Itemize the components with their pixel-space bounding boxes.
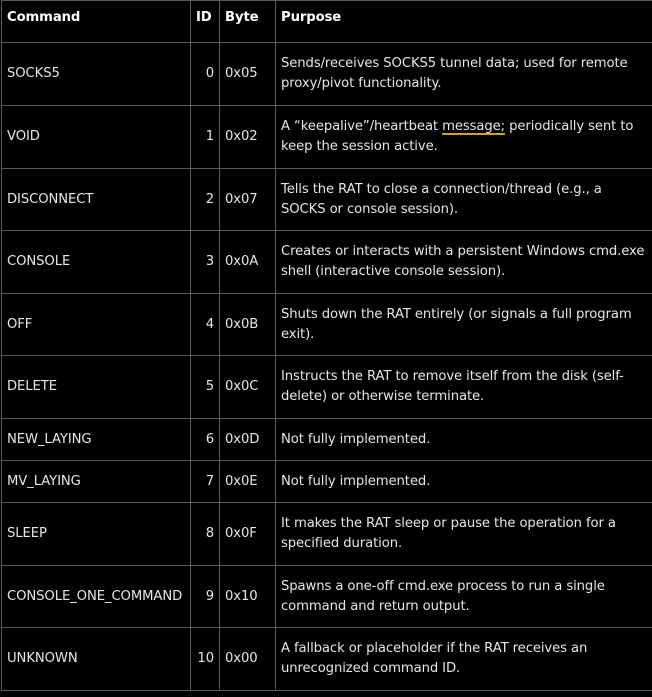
cell-id: 0 [191,43,220,106]
cell-id: 9 [191,566,220,628]
header-command: Command [2,1,191,43]
cell-purpose [276,106,652,169]
cell-command: DISCONNECT [2,169,191,231]
cell-purpose: Not fully implemented. [276,461,652,503]
table-row [2,356,652,419]
cell-purpose: Creates or interacts with a persistent Windows cmd.exe shell (interactive console session). [276,231,652,294]
cell-byte: 0x0F [220,503,276,566]
cell-id: 3 [191,231,220,294]
header-purpose: Purpose [276,1,652,43]
cell-byte: 0x10 [220,566,276,628]
cell-command: UNKNOWN [2,628,191,691]
cell-id: 8 [191,503,220,566]
cell-byte: 0x02 [220,106,276,169]
cell-byte: 0x0B [220,294,276,356]
cell-command: VOID [2,106,191,169]
command-table [1,0,652,691]
table-row [2,43,652,106]
cell-byte: 0x00 [220,628,276,691]
cell-id: 5 [191,356,220,419]
cell-command: NEW_LAYING [2,419,191,461]
table-row [2,628,652,691]
table-row [2,106,652,169]
cell-purpose: It makes the RAT sleep or pause the operation for a specified duration. [276,503,652,566]
cell-command: MV_LAYING [2,461,191,503]
table-row [2,566,652,628]
cell-id: 2 [191,169,220,231]
cell-id: 1 [191,106,220,169]
flagged-word[interactable]: message; [442,119,506,134]
cell-id: 4 [191,294,220,356]
table-row [2,231,652,294]
header-id: ID [191,1,220,43]
table-body [2,43,652,691]
cell-command: CONSOLE_ONE_COMMAND [2,566,191,628]
table-row [2,461,652,503]
cell-purpose: Spawns a one-off cmd.exe process to run a single command and return output. [276,566,652,628]
header-byte: Byte [220,1,276,43]
cell-purpose: A fallback or placeholder if the RAT receives an unrecognized command ID. [276,628,652,691]
table-row [2,294,652,356]
cell-command: DELETE [2,356,191,419]
cell-command: OFF [2,294,191,356]
table-row [2,419,652,461]
table-row [2,503,652,566]
cell-id: 7 [191,461,220,503]
table-row [2,169,652,231]
cell-command: CONSOLE [2,231,191,294]
cell-command: SLEEP [2,503,191,566]
cell-purpose: Instructs the RAT to remove itself from the disk (self-delete) or otherwise terminate. [276,356,652,419]
table-header [2,1,652,43]
cell-byte: 0x05 [220,43,276,106]
cell-byte: 0x0C [220,356,276,419]
header-row [2,1,652,43]
cell-byte: 0x0E [220,461,276,503]
purpose-text: periodically sent to keep the session active. [281,119,634,154]
cell-byte: 0x07 [220,169,276,231]
purpose-text: A “keepalive”/heartbeat [281,119,443,134]
cell-command: SOCKS5 [2,43,191,106]
cell-purpose: Shuts down the RAT entirely (or signals a full program exit). [276,294,652,356]
cell-id: 6 [191,419,220,461]
cell-byte: 0x0A [220,231,276,294]
cell-byte: 0x0D [220,419,276,461]
cell-purpose: Sends/receives SOCKS5 tunnel data; used for remote proxy/pivot functionality. [276,43,652,106]
cell-purpose: Not fully implemented. [276,419,652,461]
cell-id: 10 [191,628,220,691]
cell-purpose: Tells the RAT to close a connection/thread (e.g., a SOCKS or console session). [276,169,652,231]
